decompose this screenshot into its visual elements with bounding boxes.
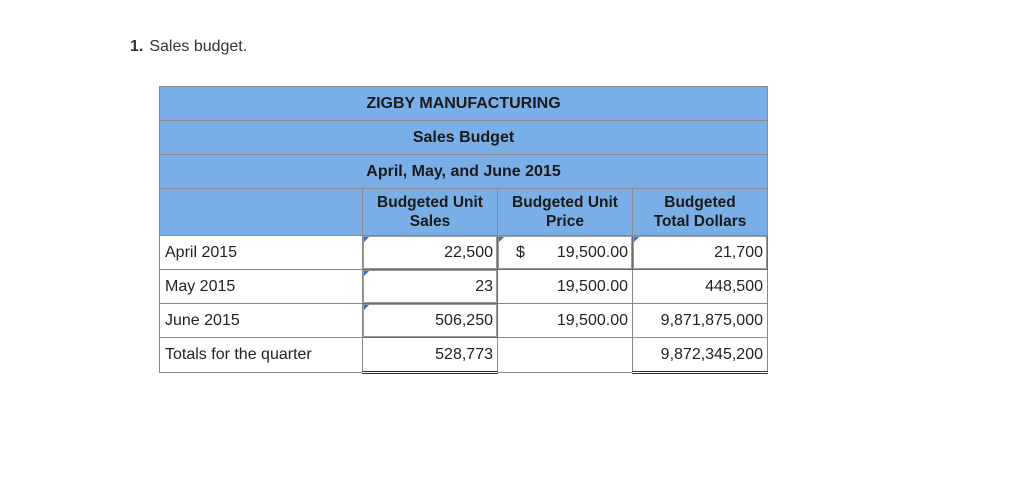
- header-row-company: [160, 87, 768, 121]
- question-text: Sales budget.: [149, 38, 248, 55]
- report-title: Sales Budget: [160, 121, 768, 155]
- column-header-units-line2: Sales: [409, 213, 451, 230]
- column-header-units-line1: Budgeted Unit: [377, 194, 483, 211]
- row-label: June 2015: [160, 304, 363, 338]
- totals-total-cell: [633, 338, 768, 373]
- column-header-blank: [160, 189, 363, 236]
- table-row-june: [160, 304, 768, 338]
- column-header-total-line1: Budgeted: [664, 194, 736, 211]
- header-row-period: [160, 155, 768, 189]
- sales-budget-table: [159, 86, 768, 374]
- header-row-report: [160, 121, 768, 155]
- input-marker-icon: [499, 237, 504, 242]
- price-value: 19,500.00: [556, 311, 628, 329]
- units-input-may[interactable]: [363, 270, 498, 304]
- price-cell-june: [498, 304, 633, 338]
- price-value: 19,500.00: [556, 277, 628, 295]
- units-value: 23: [475, 277, 493, 295]
- units-value: 22,500: [444, 243, 493, 261]
- row-label: April 2015: [160, 236, 363, 270]
- question-heading: [130, 38, 247, 56]
- question-number: 1.: [130, 38, 144, 55]
- currency-symbol: $: [516, 243, 525, 261]
- totals-price-cell: [498, 338, 633, 373]
- input-marker-icon: [634, 237, 639, 242]
- column-header-total: [633, 189, 768, 236]
- total-value: 9,871,875,000: [660, 311, 763, 329]
- column-header-row: [160, 189, 768, 236]
- total-cell-may: [633, 270, 768, 304]
- table-row-may: [160, 270, 768, 304]
- table-row-totals: [160, 338, 768, 373]
- table-row-april: [160, 236, 768, 270]
- totals-units-cell: [363, 338, 498, 373]
- units-input-june[interactable]: [363, 304, 498, 338]
- totals-total-value: 9,872,345,200: [660, 345, 763, 363]
- column-header-units: [363, 189, 498, 236]
- input-marker-icon: [364, 237, 369, 242]
- price-input-april[interactable]: [498, 236, 633, 270]
- total-value: 448,500: [705, 277, 763, 295]
- total-value: 21,700: [714, 243, 763, 261]
- column-header-price-line2: Price: [546, 213, 584, 230]
- total-cell-june: [633, 304, 768, 338]
- input-marker-icon: [364, 271, 369, 276]
- company-name: ZIGBY MANUFACTURING: [160, 87, 768, 121]
- units-input-april[interactable]: [363, 236, 498, 270]
- totals-units-value: 528,773: [435, 345, 493, 363]
- total-input-april[interactable]: [633, 236, 768, 270]
- totals-label: Totals for the quarter: [160, 338, 363, 373]
- price-value: 19,500.00: [556, 243, 628, 261]
- column-header-price: [498, 189, 633, 236]
- report-period: April, May, and June 2015: [160, 155, 768, 189]
- row-label: May 2015: [160, 270, 363, 304]
- column-header-total-line2: Total Dollars: [653, 213, 747, 230]
- units-value: 506,250: [435, 311, 493, 329]
- input-marker-icon: [364, 305, 369, 310]
- column-header-price-line1: Budgeted Unit: [512, 194, 618, 211]
- price-cell-may: [498, 270, 633, 304]
